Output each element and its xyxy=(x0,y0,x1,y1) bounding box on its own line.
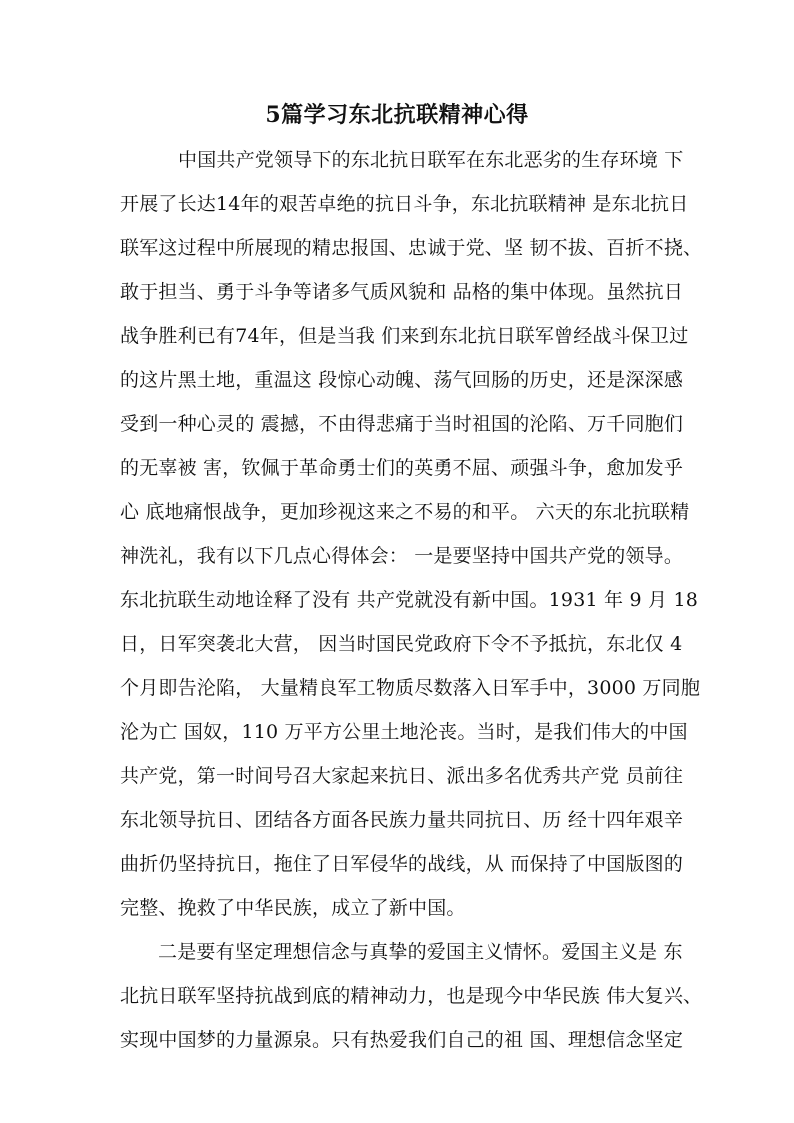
paragraph-line-4: 敢于担当、勇于斗争等诸多气质风貌和 品格的集中体现。虽然抗日 xyxy=(120,281,684,303)
paragraph-line-15: 共产党，第一时间号召大家起来抗日、派出多名优秀共产党 员前往 xyxy=(120,765,684,787)
paragraph-line-12: 日，日军突袭北大营， 因当时国民党政府下令不予抵抗，东北仅 4 xyxy=(120,633,683,655)
paragraph-line-14: 沦为亡 国奴，110 万平方公里土地沦丧。当时，是我们伟大的中国 xyxy=(120,721,688,743)
paragraph-line-5: 战争胜利已有74年，但是当我 们来到东北抗日联军曾经战斗保卫过 xyxy=(120,325,689,347)
paragraph-line-10: 神洗礼，我有以下几点心得体会： 一是要坚持中国共产党的领导。 xyxy=(120,545,684,567)
paragraph-line-1: 中国共产党领导下的东北抗日联军在东北恶劣的生存环境 下 xyxy=(178,149,684,171)
paragraph-line-11: 东北抗联生动地诠释了没有 共产党就没有新中国。1931 年 9 月 18 xyxy=(120,589,699,611)
paragraph-line-3: 联军这过程中所展现的精忠报国、忠诚于党、坚 韧不拔、百折不挠、 xyxy=(120,237,703,259)
paragraph-line-7: 受到一种心灵的 震撼，不由得悲痛于当时祖国的沦陷、万千同胞们 xyxy=(120,413,684,435)
paragraph-line-19: 二是要有坚定理想信念与真挚的爱国主义情怀。爱国主义是 东 xyxy=(158,941,683,963)
paragraph-line-9: 心 底地痛恨战争，更加珍视这来之不易的和平。 六天的东北抗联精 xyxy=(120,501,690,523)
paragraph-line-20: 北抗日联军坚持抗战到底的精神动力，也是现今中华民族 伟大复兴、 xyxy=(120,985,703,1007)
paragraph-line-6: 的这片黑土地，重温这 段惊心动魄、荡气回肠的历史，还是深深感 xyxy=(120,369,684,391)
paragraph-line-18: 完整、挽救了中华民族，成立了新中国。 xyxy=(120,897,466,919)
paragraph-line-13: 个月即告沦陷， 大量精良军工物质尽数落入日军手中，3000 万同胞 xyxy=(120,677,701,699)
paragraph-line-21: 实现中国梦的力量源泉。只有热爱我们自己的祖 国、理想信念坚定 xyxy=(120,1029,684,1051)
paragraph-line-17: 曲折仍坚持抗日，拖住了日军侵华的战线，从 而保持了中国版图的 xyxy=(120,853,684,875)
paragraph-line-8: 的无辜被 害，钦佩于革命勇士们的英勇不屈、顽强斗争，愈加发乎 xyxy=(120,457,684,479)
paragraph-line-16: 东北领导抗日、团结各方面各民族力量共同抗日、历 经十四年艰辛 xyxy=(120,809,684,831)
paragraph-line-2: 开展了长达14年的艰苦卓绝的抗日斗争，东北抗联精神 是东北抗日 xyxy=(120,193,689,215)
document-title: 5篇学习东北抗联精神心得 xyxy=(265,102,529,128)
